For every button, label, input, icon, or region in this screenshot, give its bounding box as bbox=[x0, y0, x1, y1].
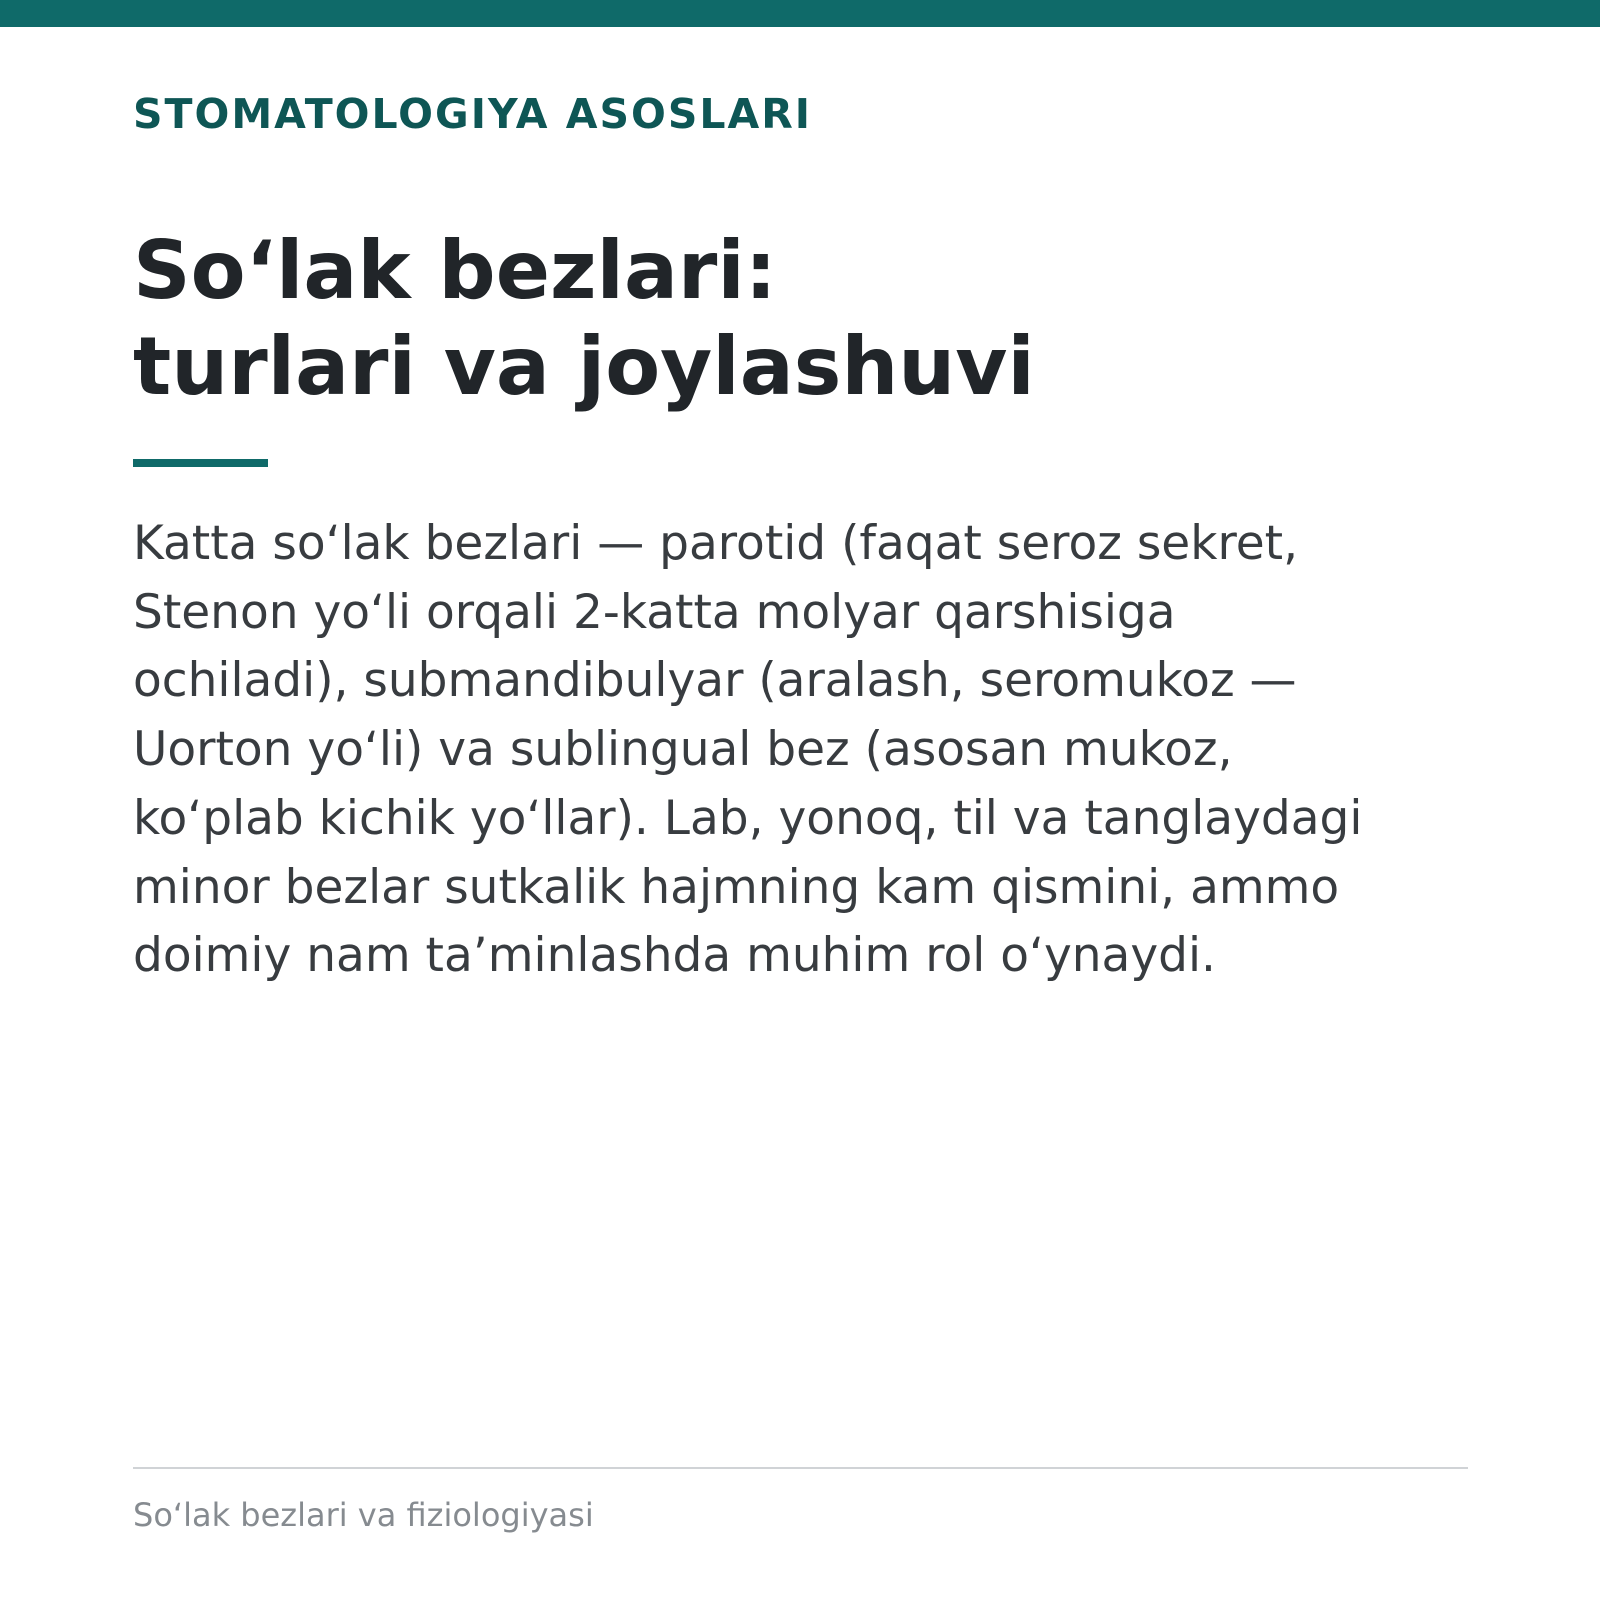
page-title-line-1: So‘lak bezlari: bbox=[133, 224, 777, 317]
title-accent-rule bbox=[133, 459, 268, 467]
footer-caption: So‘lak bezlari va fiziologiyasi bbox=[133, 1496, 594, 1534]
footer-divider bbox=[133, 1467, 1468, 1469]
slide-content bbox=[133, 88, 1468, 984]
top-accent-bar bbox=[0, 0, 1600, 27]
body-paragraph: Katta so‘lak bezlari — parotid (faqat seroz sekret, Stenon yo‘li orqali 2-katta molyar qarshisiga ochiladi), submandibulyar (aralash, seromukoz — Uorton yo‘li) va sublingual bez (asosan mukoz, ko‘plab kichik yo‘llar). Lab, yonoq, til va tanglaydagi minor bezlar sutkalik hajmning kam qismini, ammo doimiy nam ta’minlashda muhim rol o‘ynaydi. bbox=[133, 516, 1363, 984]
section-kicker: STOMATOLOGIYA ASOSLARI bbox=[133, 90, 813, 138]
page-title bbox=[133, 223, 1035, 415]
page-title-line-2: turlari va joylashuvi bbox=[133, 320, 1035, 413]
